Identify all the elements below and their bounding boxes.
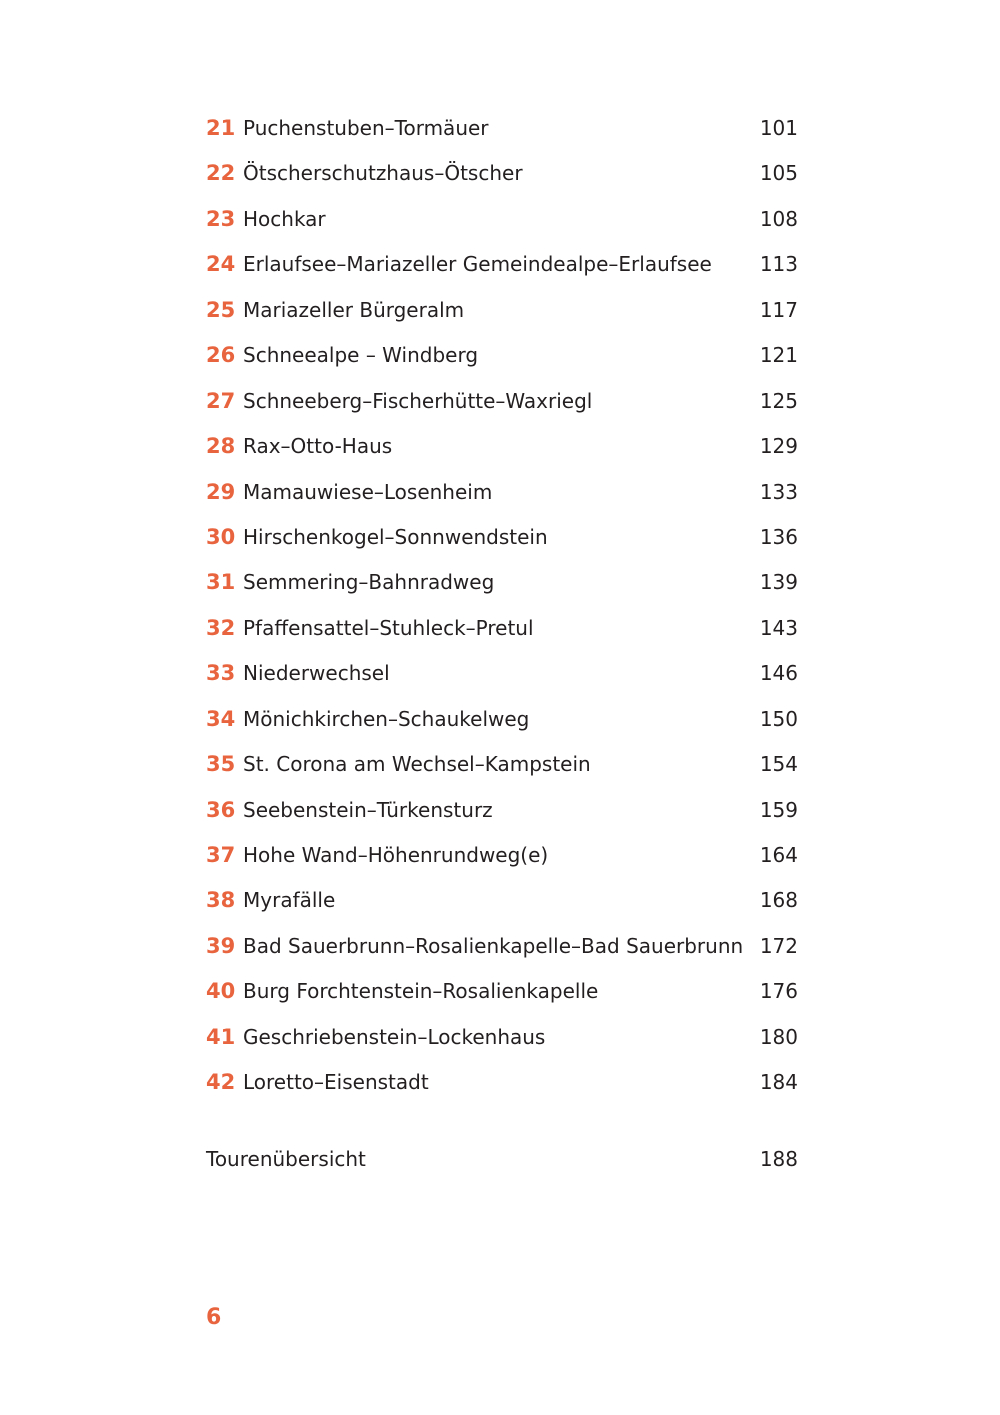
tour-title: Schneealpe – Windberg <box>243 343 479 368</box>
tour-title: Erlaufsee–Mariazeller Gemeindealpe–Erlaufsee <box>243 252 712 277</box>
tour-title: Geschriebenstein–Lockenhaus <box>243 1024 546 1049</box>
page-number: 125 <box>759 388 798 413</box>
tour-number: 42 <box>206 1070 236 1095</box>
tour-title: Niederwechsel <box>243 661 390 686</box>
tour-title: Mariazeller Bürgeralm <box>243 297 465 322</box>
tour-title: Schneeberg–Fischerhütte–Waxriegl <box>243 388 593 413</box>
tour-title: Hirschenkogel–Sonnwendstein <box>243 524 548 549</box>
tour-title: Puchenstuben–Tormäuer <box>243 116 489 140</box>
tour-number: 26 <box>206 343 236 368</box>
tour-title: Seebenstein–Türkensturz <box>243 797 493 822</box>
toc-entry-30[interactable] <box>206 517 798 562</box>
tour-number: 35 <box>206 752 236 777</box>
tour-title: Hochkar <box>243 206 326 231</box>
tour-title: St. Corona am Wechsel–Kampstein <box>243 752 591 777</box>
tour-title: Bad Sauerbrunn–Rosalienkapelle–Bad Sauerbrunn <box>243 933 744 958</box>
tour-number: 38 <box>206 888 236 913</box>
tour-number: 40 <box>206 979 236 1004</box>
page-number: 121 <box>759 343 798 368</box>
toc-entry-22[interactable] <box>206 153 798 198</box>
toc-entry-35[interactable] <box>206 744 798 789</box>
toc-entry-31[interactable] <box>206 562 798 607</box>
toc-entry-32[interactable] <box>206 608 798 653</box>
tour-number: 28 <box>206 434 236 459</box>
tour-title: Loretto–Eisenstadt <box>243 1070 429 1095</box>
page-number: 154 <box>759 752 798 777</box>
toc-entry-23[interactable] <box>206 199 798 244</box>
tour-title: Burg Forchtenstein–Rosalienkapelle <box>243 979 599 1004</box>
page-number: 184 <box>759 1070 798 1095</box>
tour-title: Rax–Otto-Haus <box>243 434 393 459</box>
tour-number: 36 <box>206 797 236 822</box>
toc-entry-36[interactable] <box>206 790 798 835</box>
summary-title: Tourenübersicht <box>206 1147 366 1171</box>
page-number: 150 <box>759 706 798 731</box>
page-number: 143 <box>759 615 798 640</box>
toc-entry-37[interactable] <box>206 835 798 880</box>
tour-number: 39 <box>206 933 236 958</box>
tour-number: 25 <box>206 297 236 322</box>
page-number: 146 <box>759 661 798 686</box>
toc-entry-42[interactable] <box>206 1062 798 1107</box>
page-number: 136 <box>759 524 798 549</box>
tour-title: Mönichkirchen–Schaukelweg <box>243 706 530 731</box>
page-number: 133 <box>759 479 798 504</box>
tour-title: Ötscherschutzhaus–Ötscher <box>243 161 523 186</box>
tour-number: 22 <box>206 161 236 186</box>
tour-number: 24 <box>206 252 236 277</box>
page-number: 188 <box>759 1147 798 1171</box>
page-number: 117 <box>759 297 798 322</box>
tour-title: Semmering–Bahnradweg <box>243 570 495 595</box>
table-of-contents <box>206 108 798 1108</box>
page-number: 164 <box>759 843 798 867</box>
toc-entry-38[interactable] <box>206 880 798 925</box>
page-number: 168 <box>759 888 798 913</box>
toc-entry-41[interactable] <box>206 1017 798 1062</box>
page-number: 108 <box>759 206 798 231</box>
tour-title: Mamauwiese–Losenheim <box>243 479 493 504</box>
toc-entry-24[interactable] <box>206 244 798 289</box>
page-number: 105 <box>759 161 798 186</box>
tour-title: Pfaffensattel–Stuhleck–Pretul <box>243 615 534 640</box>
toc-entry-26[interactable] <box>206 335 798 380</box>
toc-entry-28[interactable] <box>206 426 798 471</box>
toc-entry-33[interactable] <box>206 653 798 698</box>
tour-title: Myrafälle <box>243 888 336 913</box>
toc-entry-27[interactable] <box>206 381 798 426</box>
tour-number: 37 <box>206 843 236 867</box>
tour-number: 21 <box>206 116 236 140</box>
tour-number: 27 <box>206 388 236 413</box>
page-number: 159 <box>759 797 798 822</box>
toc-entry-34[interactable] <box>206 699 798 744</box>
tour-number: 31 <box>206 570 236 595</box>
page-number: 129 <box>759 434 798 459</box>
toc-entry-39[interactable] <box>206 926 798 971</box>
toc-entry-summary[interactable] <box>206 1139 798 1179</box>
tour-number: 33 <box>206 661 236 686</box>
page-number: 113 <box>759 252 798 277</box>
page-number: 176 <box>759 979 798 1004</box>
page-number: 101 <box>759 116 798 140</box>
toc-entry-25[interactable] <box>206 290 798 335</box>
page-folio: 6 <box>206 1305 222 1330</box>
page-number: 180 <box>759 1024 798 1049</box>
tour-number: 41 <box>206 1024 236 1049</box>
tour-number: 32 <box>206 615 236 640</box>
toc-entry-40[interactable] <box>206 971 798 1016</box>
tour-number: 34 <box>206 706 236 731</box>
toc-entry-21[interactable] <box>206 108 798 153</box>
page-number: 172 <box>759 933 798 958</box>
tour-number: 30 <box>206 524 236 549</box>
toc-entry-29[interactable] <box>206 472 798 517</box>
tour-title: Hohe Wand–Höhenrundweg(e) <box>243 843 549 867</box>
page-number: 139 <box>759 570 798 595</box>
tour-number: 29 <box>206 479 236 504</box>
tour-number: 23 <box>206 206 236 231</box>
